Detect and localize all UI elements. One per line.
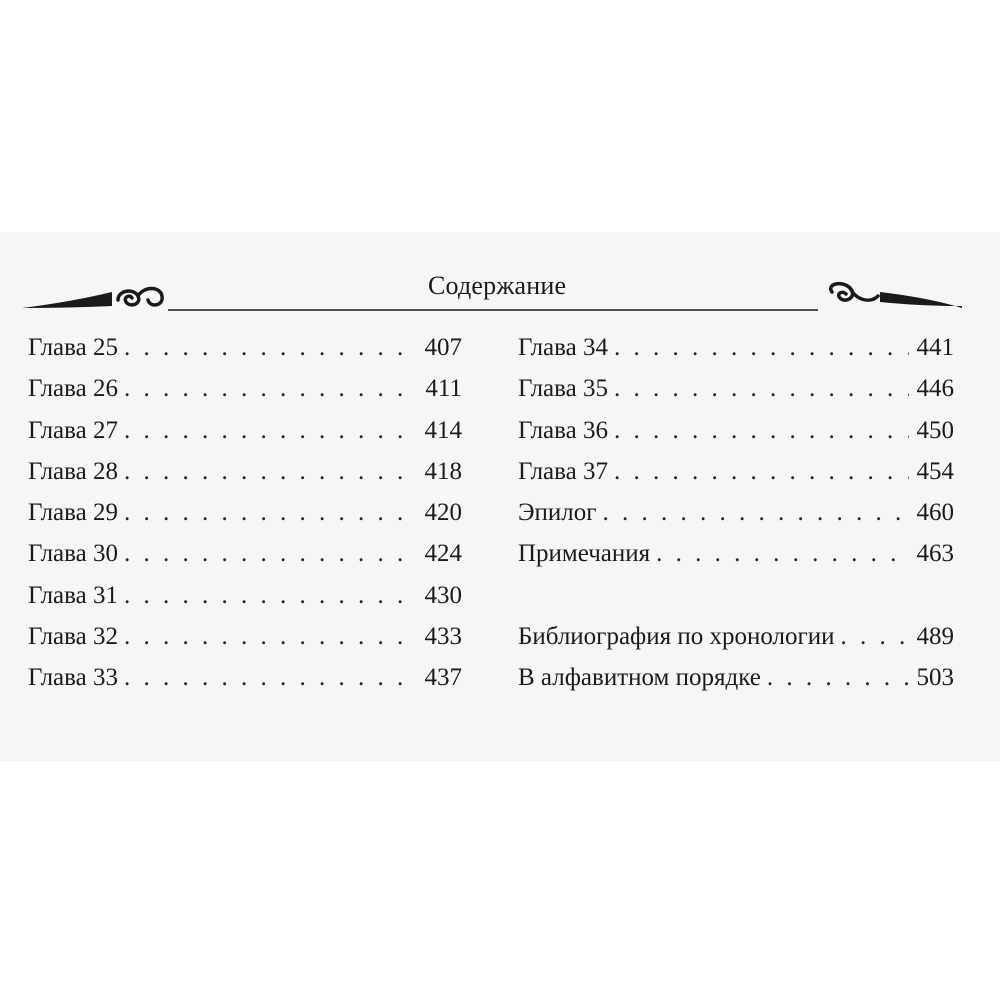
toc-entry-title: Глава 33 [28, 664, 118, 692]
toc-entry-title: Глава 28 [28, 457, 118, 485]
toc-entry-title: Глава 37 [518, 457, 608, 485]
toc-entry-title: Глава 30 [28, 540, 118, 568]
toc-page-number: 407 [424, 334, 462, 361]
toc-entry-title: Глава 32 [28, 623, 118, 651]
toc-page-number: 420 [424, 499, 462, 527]
dot-leader [614, 375, 909, 403]
toc-entry-title: В алфавитном порядке [518, 664, 761, 692]
dot-leader [614, 458, 909, 486]
dot-leader [124, 623, 417, 651]
toc-row [518, 499, 954, 540]
dot-leader [614, 417, 909, 445]
toc-entry-title: Глава 34 [518, 334, 608, 361]
dot-leader [767, 664, 909, 692]
dot-leader [124, 375, 417, 403]
toc-entry-title: Примечания [518, 540, 651, 568]
toc-entry-title: Глава 29 [28, 499, 118, 527]
dot-leader [124, 540, 417, 568]
toc-entry-title: Глава 36 [518, 416, 608, 444]
toc-page-number: 430 [424, 581, 462, 609]
dot-leader [124, 582, 417, 610]
dot-leader [124, 499, 417, 527]
dot-leader [656, 540, 908, 568]
toc-column-left [28, 334, 462, 706]
dot-leader [124, 417, 417, 445]
toc-spacer [518, 582, 954, 623]
toc-page-number: 446 [916, 375, 954, 403]
toc-row [518, 458, 954, 499]
toc-row [28, 664, 462, 705]
left-flourish-rule [22, 292, 112, 308]
toc-row [28, 623, 462, 664]
toc-entry-title: Глава 26 [28, 375, 118, 403]
toc-row [28, 499, 462, 540]
toc-page-number: 437 [424, 664, 462, 692]
toc-column-right [518, 334, 954, 706]
toc-row [518, 334, 954, 375]
right-swirl-icon [831, 284, 878, 301]
toc-page-number: 454 [916, 457, 954, 485]
toc-row [518, 375, 954, 416]
dot-leader [614, 334, 909, 362]
toc-page-number: 418 [424, 457, 462, 485]
toc-row [28, 458, 462, 499]
dot-leader [124, 664, 417, 692]
toc-row [518, 417, 954, 458]
toc-entry-title: Глава 35 [518, 375, 608, 403]
left-swirl-icon [118, 289, 162, 305]
toc-page-number: 460 [916, 499, 954, 527]
contents-header [0, 262, 1000, 322]
dot-leader [841, 623, 909, 651]
toc-row [518, 623, 954, 664]
toc-entry-title: Глава 25 [28, 334, 118, 361]
toc-page-number: 433 [424, 623, 462, 651]
dot-leader [124, 334, 417, 362]
toc-entry-title: Библиография по хронологии [518, 623, 835, 651]
toc-page-number: 441 [916, 334, 954, 361]
toc-page-number: 414 [424, 416, 462, 444]
toc-row [518, 664, 954, 705]
toc-page-number: 411 [425, 375, 462, 403]
toc-row [28, 582, 462, 623]
toc-row [28, 334, 462, 375]
toc-page-number: 424 [424, 540, 462, 568]
toc-page-number: 450 [916, 416, 954, 444]
toc-entry-title: Глава 27 [28, 416, 118, 444]
toc-page-number: 489 [916, 623, 954, 651]
page-title: Содержание [428, 271, 567, 300]
toc-entry-title: Эпилог [518, 499, 597, 527]
toc-page-number: 463 [916, 540, 954, 568]
toc-page-number: 503 [916, 664, 954, 692]
dot-leader [124, 458, 417, 486]
right-flourish-rule [880, 292, 962, 308]
toc-entry-title: Глава 31 [28, 581, 118, 609]
toc-row [28, 540, 462, 581]
toc-row [518, 540, 954, 581]
toc-row [28, 417, 462, 458]
dot-leader [603, 499, 909, 527]
toc-row [28, 375, 462, 416]
